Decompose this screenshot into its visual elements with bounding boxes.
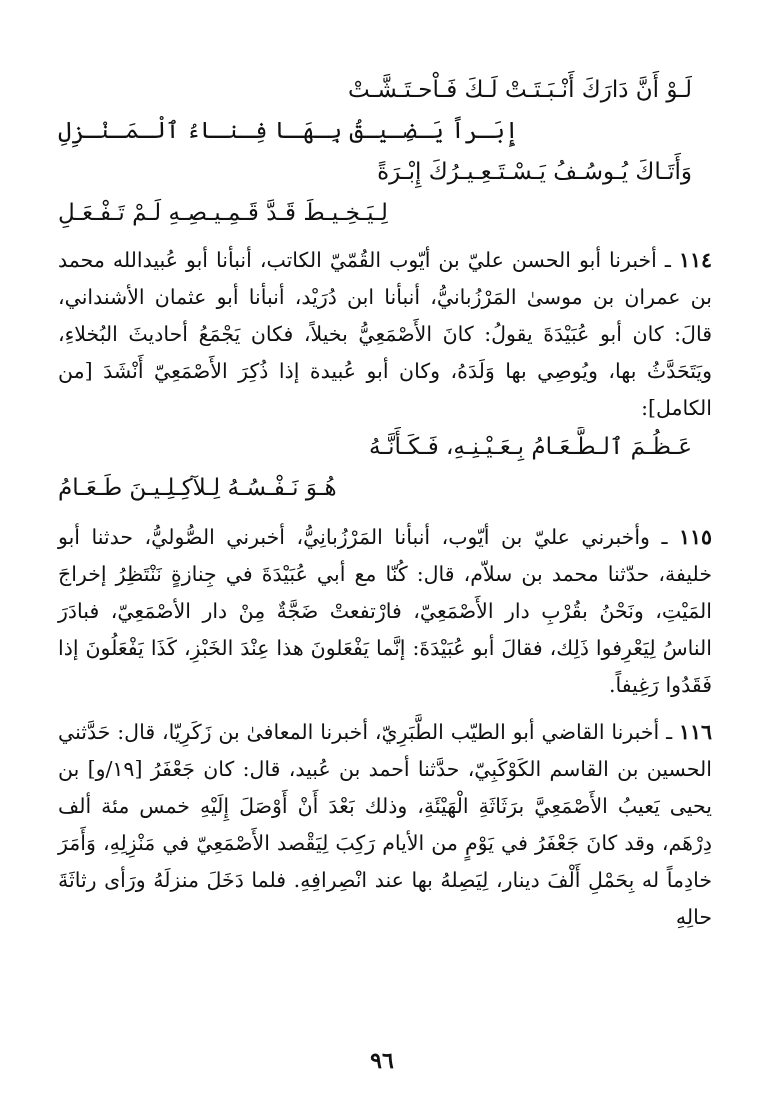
page-number: ٩٦	[370, 1048, 394, 1074]
paragraph-116-text: ـ أخبرنا القاضي أبو الطيّب الطَّبَرِيّ، أخبرنا المعافىٰ بن زَكَرِيّا، قال: حَدَّثني الحسين بن القاسم الكَوْكَبِيّ، حدَّثنا أحمد بن عُبيد، قال: كان جَعْفَرُ [١٩/و] بن يحيى يَعيبُ الأَصْمَعِيَّ برَثَاثَةِ الْهَيْئَةِ، وذلك بَعْدَ أَنْ أَوْصَلَ إِلَيْهِ خمس مئة ألف دِرْهَم، وقد كانَ جَعْفَرُ في يَوْمٍ من الأيام رَكِبَ لِيَقْصد الأَصْمَعِيّ في مَنْزِلِهِ، وَأَمَرَ خادِماً له بِحَمْلِ أَلْفَ دينار، لِيَصِلهُ بها عند انْصِرافِهِ. فلما دَخَلَ منزلَهُ ورَأى رثاثَةَ حالِهِ	[58, 720, 712, 929]
paragraph-number-115: ١١٥	[678, 525, 712, 549]
paragraph-116	[58, 714, 712, 936]
poem1-verse2-first-hemistich: وَأَتَـاكَ يُـوسُـفُ يَـسْـتَـعِـيـرُكَ إِبْـرَةً	[377, 159, 692, 185]
paragraph-number-114: ١١٤	[678, 248, 712, 272]
paragraph-115	[58, 519, 712, 704]
poem2-verse1-second-hemistich: هُـوَ نَـفْـسُـهُ لِـلآكِـلِـيـنَ طَـعَـامُ	[58, 475, 337, 501]
poem1-verse2-second-hemistich: لِـيَـخِـيـطَ قَـدَّ قَـمِـيـصِـهِ لَـمْ تَـفْـعَـلِ	[58, 200, 388, 226]
poem2-verse1-first-hemistich: عَـظُـمَ ٱلـطَّـعَـامُ بِـعَـيْـنِـهِ، فَـكَـأَنَّـهُ	[369, 434, 692, 460]
poem1-verse1-second-hemistich: إِبَـراً يَـضِـيـقُ بِـهَـا فِـنـاءُ ٱلْـمَـنْـزِلِ	[58, 118, 519, 144]
paragraph-number-116: ١١٦	[678, 720, 712, 744]
poem1-verse1-first-hemistich: لَـوْ أَنَّ دَارَكَ أَنْـبَـتَـتْ لَـكَ فَـاْحـتَـشَّـتْ	[348, 77, 692, 103]
paragraph-115-text: ـ وأخبرني عليّ بن أيّوب، أنبأنا المَرْزُبانِيُّ، أخبرني الصُّوليُّ، حدثنا أبو خليفة، حدّثنا محمد بن سلاّم، قال: كُنّا مع أبي عُبَيْدَةَ في جِنازةٍ نَنْتَظِرُ إخراجَ المَيْتِ، ونَحْنُ بقُرْبِ دار الأَصْمَعِيّ، فارْتفعتْ ضَجَّةٌ مِنْ دار الأصْمَعِيّ، فبادَرَ الناسُ لِيَعْرِفوا ذَلِك، فقالَ أبو عُبَيْدَةَ: إنَّما يَفْعَلونَ هذا عِنْدَ الخَبْزِ، كَذَا يَفْعَلُونَ إذا فَقَدُوا رَغِيفاً.	[58, 525, 712, 697]
paragraph-114	[58, 242, 712, 427]
paragraph-114-text: ـ أخبرنا أبو الحسن عليّ بن أيّوب القُمّيّ الكاتب، أنبأنا أبو عُبيدالله محمد بن عمران بن موسىٰ المَرْزُبانيُّ، أنبأنا ابن دُرَيْد، أنبأنا أبو عثمان الأشنداني، قالَ: كان أبو عُبَيْدَةَ يقولُ: كانَ الأَصْمَعِيُّ بخيلاً، فكان يَجْمَعُ أحاديثَ البُخلاءِ، ويَتَحَدَّثُ بها، ويُوصِي بها وَلَدَهُ، وكان أبو عُبيدة إذا ذُكِرَ الأَصْمَعِيّ أَنْشَدَ [من الكامل]:	[58, 248, 712, 420]
page-body	[58, 70, 712, 936]
